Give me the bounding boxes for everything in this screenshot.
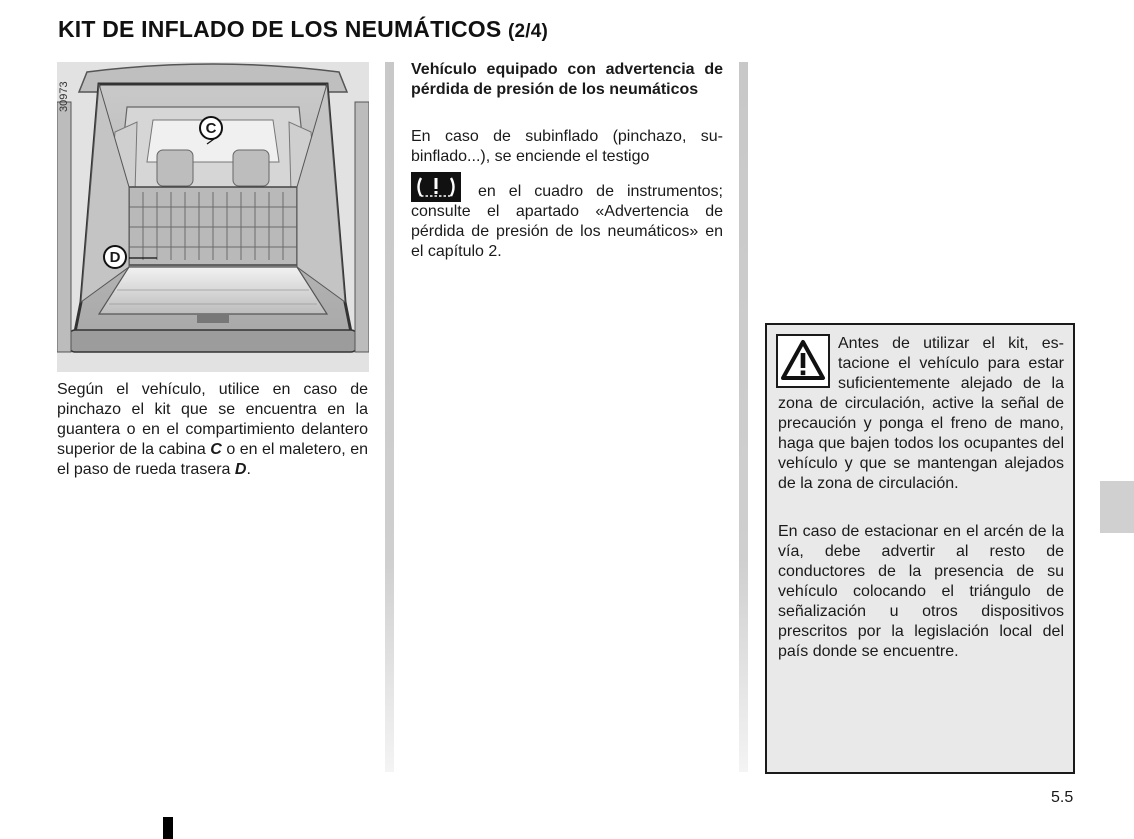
- title-text: KIT DE INFLADO DE LOS NEUMÁTICOS: [58, 16, 502, 42]
- tpms-paragraph-continued: [411, 172, 723, 262]
- title-page-of: (2/4): [508, 21, 549, 42]
- ref-c: C: [210, 441, 222, 458]
- column-separator-left: [385, 62, 394, 772]
- warning-icon-float-spacer: [778, 334, 838, 394]
- callout-d: [103, 245, 127, 269]
- left-text-1: Según el vehículo, utilice en caso de pinchazo el kit que se encuentra en la guantera o en el compartimiento delantero superior de la cabina: [57, 381, 368, 458]
- warning-text-1: Antes de utilizar el kit, estacione el vehículo para estar suficientemente alejado de la zona de circulación, active la señal de precaución y ponga el freno de mano, haga que bajen todos los ocupantes del vehículo y que se mantengan alejados de la zona de circulación.: [778, 335, 1064, 492]
- crop-mark: [163, 817, 173, 839]
- callout-d-label: D: [109, 248, 121, 266]
- page-number: 5.5: [1051, 789, 1074, 806]
- tire-pressure-warning-icon: [411, 172, 461, 202]
- page-title: [58, 16, 548, 43]
- left-text-2: o en el maletero, en el paso de rueda trasera: [57, 441, 369, 478]
- ref-d: D: [234, 461, 247, 478]
- tpms-paragraph-intro: En caso de subinflado (pinchazo, subinflado...), se enciende el testigo: [411, 128, 723, 165]
- warning-paragraph-1: [778, 334, 1064, 494]
- left-column-paragraph: [57, 380, 368, 480]
- warning-paragraph-2: En caso de estacionar en el arcén de la vía, debe advertir al resto de conductores de la presencia de su vehículo colocando el triángulo de señalización u otros dispositivos prescritos por la legislación local del país donde se encuentre.: [778, 523, 1064, 660]
- column-separator-right: [739, 62, 748, 772]
- callout-c: [199, 116, 223, 140]
- chapter-tab: [1100, 481, 1134, 533]
- tpms-section-heading: Vehículo equipado con advertencia de pérdida de presión de los neumáticos: [411, 61, 723, 98]
- figure-number: 30973: [58, 81, 70, 112]
- van-cargo-area-illustration: [57, 62, 369, 372]
- callout-c-label: C: [205, 119, 217, 137]
- left-text-3: .: [246, 461, 251, 478]
- tpms-paragraph-after-icon: en el cuadro de instrumentos; consulte el apartado «Advertencia de pérdida de presión de los neumáticos» en el capítulo 2.: [411, 183, 723, 260]
